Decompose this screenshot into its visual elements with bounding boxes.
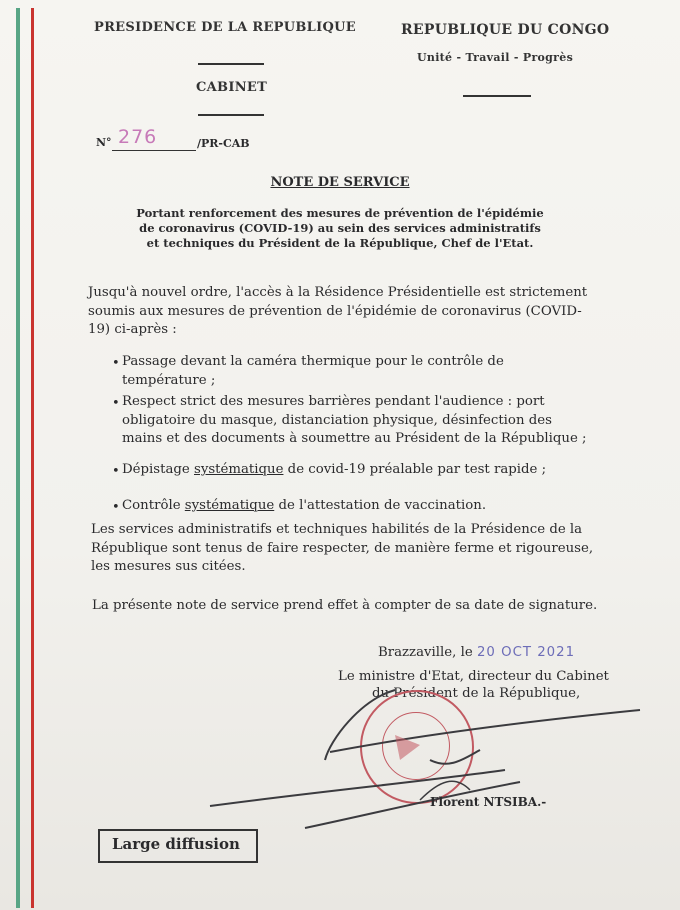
intro-line: soumis aux mesures de prévention de l'épidémie de coronavirus (COVID- <box>88 303 582 319</box>
signature-role-1: Le ministre d'Etat, directeur du Cabinet <box>338 669 609 684</box>
intro-line: Jusqu'à nouvel ordre, l'accès à la Résidence Présidentielle est strictement <box>88 285 588 300</box>
effect-paragraph: La présente note de service prend effet à compter de sa date de signature. <box>92 598 598 613</box>
bullet-dot: • <box>112 464 120 479</box>
note-title: NOTE DE SERVICE <box>270 175 410 190</box>
bullet-underlined: systématique <box>184 498 275 513</box>
header-presidence: PRESIDENCE DE LA REPUBLIQUE <box>94 20 356 35</box>
intro-line: 19) ci-après : <box>88 322 177 337</box>
services-line: Les services administratifs et techniques habilités de la Présidence de la <box>91 522 583 537</box>
bullet-text: Contrôle <box>122 498 185 513</box>
distribution-label: Large diffusion <box>112 835 240 853</box>
subject-line: de coronavirus (COVID-19) au sein des services administratifs <box>139 221 541 235</box>
header-motto: Unité - Travail - Progrès <box>417 51 574 64</box>
bullet-dot: • <box>112 500 120 515</box>
services-line: République sont tenus de faire respecter, de manière ferme et rigoureuse, <box>91 540 594 556</box>
bullet-line: mains et des documents à soumettre au Président de la République ; <box>122 431 587 446</box>
bullet-text: de l'attestation de vaccination. <box>274 498 487 513</box>
bullet-text: Dépistage <box>122 462 194 477</box>
bullet-dot: • <box>112 396 120 411</box>
signature-place: Brazzaville, le <box>378 645 473 660</box>
signature-role-2: du Président de la République, <box>372 686 581 701</box>
reference-suffix: /PR-CAB <box>197 137 250 150</box>
bullet-line: Respect strict des mesures barrières pendant l'audience : port <box>122 394 545 409</box>
date-stamp: 20 OCT 2021 <box>476 645 576 660</box>
services-line: les mesures sus citées. <box>91 559 246 574</box>
bullet-line: obligatoire du masque, distanciation physique, désinfection des <box>122 412 552 428</box>
bullet-dot: • <box>112 356 120 371</box>
bullet-underlined: systématique <box>194 462 284 477</box>
reference-prefix: N° <box>96 136 112 149</box>
signatory-name: Florent NTSIBA.- <box>430 795 547 809</box>
header-republique: REPUBLIQUE DU CONGO <box>401 22 610 38</box>
header-cabinet: CABINET <box>196 80 268 95</box>
subject-line: Portant renforcement des mesures de prévention de l'épidémie <box>136 206 544 220</box>
bullet-line: Passage devant la caméra thermique pour le contrôle de <box>122 354 504 369</box>
bullet-line: température ; <box>122 372 216 388</box>
subject-line: et techniques du Président de la République, Chef de l'Etat. <box>146 236 534 250</box>
reference-number: 276 <box>118 126 158 148</box>
bullet-text: de covid-19 préalable par test rapide ; <box>283 462 547 477</box>
